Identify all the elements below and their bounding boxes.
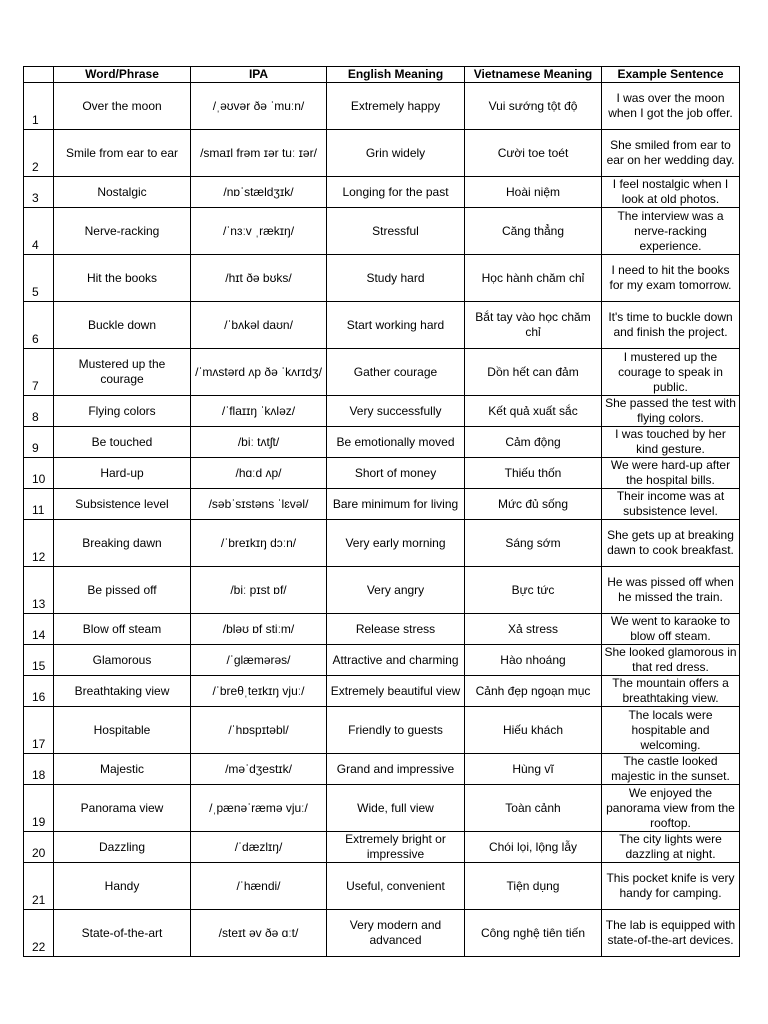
vietnamese-meaning-cell: Học hành chăm chỉ: [465, 255, 602, 302]
ipa-cell: /ˈnɜːv ˌrækɪŋ/: [191, 208, 327, 255]
header-vietnamese-meaning: Vietnamese Meaning: [465, 67, 602, 83]
row-number: 6: [24, 302, 54, 349]
table-row: [24, 83, 740, 130]
header-word-phrase: Word/Phrase: [54, 67, 191, 83]
english-meaning-cell: Attractive and charming: [327, 645, 465, 676]
vietnamese-meaning-cell: Mức đủ sống: [465, 489, 602, 520]
example-sentence-cell: She passed the test with flying colors.: [602, 396, 740, 427]
english-meaning-cell: Very modern and advanced: [327, 910, 465, 957]
table-row: [24, 910, 740, 957]
header-english-meaning: English Meaning: [327, 67, 465, 83]
word-phrase-cell: Hospitable: [54, 707, 191, 754]
row-number: 19: [24, 785, 54, 832]
row-number: 7: [24, 349, 54, 396]
english-meaning-cell: Very successfully: [327, 396, 465, 427]
row-number: 4: [24, 208, 54, 255]
table-row: [24, 707, 740, 754]
english-meaning-cell: Grin widely: [327, 130, 465, 177]
vietnamese-meaning-cell: Cảnh đẹp ngoạn mục: [465, 676, 602, 707]
table-row: [24, 785, 740, 832]
example-sentence-cell: I mustered up the courage to speak in public.: [602, 349, 740, 396]
table-row: [24, 130, 740, 177]
example-sentence-cell: I was touched by her kind gesture.: [602, 427, 740, 458]
vietnamese-meaning-cell: Hùng vĩ: [465, 754, 602, 785]
english-meaning-cell: Short of money: [327, 458, 465, 489]
row-number: 20: [24, 832, 54, 863]
example-sentence-cell: The locals were hospitable and welcoming.: [602, 707, 740, 754]
ipa-cell: /ˈdæzlɪŋ/: [191, 832, 327, 863]
english-meaning-cell: Useful, convenient: [327, 863, 465, 910]
vietnamese-meaning-cell: Bắt tay vào học chăm chỉ: [465, 302, 602, 349]
vietnamese-meaning-cell: Tiện dụng: [465, 863, 602, 910]
vietnamese-meaning-cell: Sáng sớm: [465, 520, 602, 567]
vietnamese-meaning-cell: Công nghệ tiên tiến: [465, 910, 602, 957]
vietnamese-meaning-cell: Toàn cảnh: [465, 785, 602, 832]
table-row: [24, 863, 740, 910]
table-row: [24, 567, 740, 614]
example-sentence-cell: The interview was a nerve-racking experience.: [602, 208, 740, 255]
table-row: [24, 302, 740, 349]
vietnamese-meaning-cell: Xả stress: [465, 614, 602, 645]
table-row: [24, 458, 740, 489]
english-meaning-cell: Bare minimum for living: [327, 489, 465, 520]
word-phrase-cell: Over the moon: [54, 83, 191, 130]
example-sentence-cell: We were hard-up after the hospital bills.: [602, 458, 740, 489]
row-number: 15: [24, 645, 54, 676]
example-sentence-cell: He was pissed off when he missed the train.: [602, 567, 740, 614]
word-phrase-cell: Flying colors: [54, 396, 191, 427]
vietnamese-meaning-cell: Cảm động: [465, 427, 602, 458]
example-sentence-cell: Their income was at subsistence level.: [602, 489, 740, 520]
english-meaning-cell: Wide, full view: [327, 785, 465, 832]
table-row: [24, 676, 740, 707]
ipa-cell: /ˈbreɪkɪŋ dɔːn/: [191, 520, 327, 567]
word-phrase-cell: Hit the books: [54, 255, 191, 302]
vietnamese-meaning-cell: Bực tức: [465, 567, 602, 614]
vietnamese-meaning-cell: Hiếu khách: [465, 707, 602, 754]
table-header: [24, 67, 740, 83]
ipa-cell: /hɪt ðə bʊks/: [191, 255, 327, 302]
english-meaning-cell: Extremely bright or impressive: [327, 832, 465, 863]
row-number: 11: [24, 489, 54, 520]
english-meaning-cell: Be emotionally moved: [327, 427, 465, 458]
example-sentence-cell: This pocket knife is very handy for camping.: [602, 863, 740, 910]
ipa-cell: /məˈdʒestɪk/: [191, 754, 327, 785]
table-row: [24, 208, 740, 255]
word-phrase-cell: Blow off steam: [54, 614, 191, 645]
row-number: 14: [24, 614, 54, 645]
word-phrase-cell: Nostalgic: [54, 177, 191, 208]
example-sentence-cell: We enjoyed the panorama view from the rooftop.: [602, 785, 740, 832]
example-sentence-cell: She looked glamorous in that red dress.: [602, 645, 740, 676]
english-meaning-cell: Grand and impressive: [327, 754, 465, 785]
table-row: [24, 177, 740, 208]
vietnamese-meaning-cell: Hào nhoáng: [465, 645, 602, 676]
word-phrase-cell: State-of-the-art: [54, 910, 191, 957]
english-meaning-cell: Study hard: [327, 255, 465, 302]
table-row: [24, 396, 740, 427]
example-sentence-cell: The castle looked majestic in the sunset.: [602, 754, 740, 785]
example-sentence-cell: I was over the moon when I got the job offer.: [602, 83, 740, 130]
example-sentence-cell: We went to karaoke to blow off steam.: [602, 614, 740, 645]
word-phrase-cell: Panorama view: [54, 785, 191, 832]
word-phrase-cell: Subsistence level: [54, 489, 191, 520]
ipa-cell: /ˌəʊvər ðə ˈmuːn/: [191, 83, 327, 130]
vietnamese-meaning-cell: Cười toe toét: [465, 130, 602, 177]
word-phrase-cell: Buckle down: [54, 302, 191, 349]
ipa-cell: /ˌpænəˈræmə vjuː/: [191, 785, 327, 832]
english-meaning-cell: Very early morning: [327, 520, 465, 567]
table-row: [24, 832, 740, 863]
ipa-cell: /səbˈsɪstəns ˈlɛvəl/: [191, 489, 327, 520]
header-ipa: IPA: [191, 67, 327, 83]
table-body: [24, 83, 740, 957]
example-sentence-cell: She gets up at breaking dawn to cook breakfast.: [602, 520, 740, 567]
word-phrase-cell: Smile from ear to ear: [54, 130, 191, 177]
row-number: 16: [24, 676, 54, 707]
vietnamese-meaning-cell: Dồn hết can đảm: [465, 349, 602, 396]
word-phrase-cell: Handy: [54, 863, 191, 910]
vietnamese-meaning-cell: Căng thẳng: [465, 208, 602, 255]
table-row: [24, 255, 740, 302]
row-number: 2: [24, 130, 54, 177]
example-sentence-cell: She smiled from ear to ear on her wedding day.: [602, 130, 740, 177]
english-meaning-cell: Gather courage: [327, 349, 465, 396]
table-row: [24, 520, 740, 567]
table-row: [24, 349, 740, 396]
ipa-cell: /hɑːd ʌp/: [191, 458, 327, 489]
word-phrase-cell: Nerve-racking: [54, 208, 191, 255]
row-number: 5: [24, 255, 54, 302]
row-number: 12: [24, 520, 54, 567]
english-meaning-cell: Release stress: [327, 614, 465, 645]
example-sentence-cell: It's time to buckle down and finish the project.: [602, 302, 740, 349]
row-number: 1: [24, 83, 54, 130]
english-meaning-cell: Friendly to guests: [327, 707, 465, 754]
row-number: 8: [24, 396, 54, 427]
ipa-cell: /ˈmʌstərd ʌp ðə ˈkʌrɪdʒ/: [191, 349, 327, 396]
word-phrase-cell: Be touched: [54, 427, 191, 458]
word-phrase-cell: Mustered up the courage: [54, 349, 191, 396]
ipa-cell: /biː tʌtʃt/: [191, 427, 327, 458]
row-number: 9: [24, 427, 54, 458]
row-number: 13: [24, 567, 54, 614]
row-number: 21: [24, 863, 54, 910]
table-row: [24, 427, 740, 458]
table-row: [24, 489, 740, 520]
row-number: 3: [24, 177, 54, 208]
ipa-cell: /bləʊ ɒf stiːm/: [191, 614, 327, 645]
example-sentence-cell: I need to hit the books for my exam tomorrow.: [602, 255, 740, 302]
header-example-sentence: Example Sentence: [602, 67, 740, 83]
vietnamese-meaning-cell: Hoài niệm: [465, 177, 602, 208]
example-sentence-cell: The mountain offers a breathtaking view.: [602, 676, 740, 707]
row-number: 22: [24, 910, 54, 957]
row-number: 17: [24, 707, 54, 754]
vietnamese-meaning-cell: Vui sướng tột độ: [465, 83, 602, 130]
header-row: [24, 67, 740, 83]
ipa-cell: /ˈhændi/: [191, 863, 327, 910]
table-row: [24, 645, 740, 676]
header-number: [24, 67, 54, 83]
english-meaning-cell: Extremely happy: [327, 83, 465, 130]
row-number: 18: [24, 754, 54, 785]
english-meaning-cell: Longing for the past: [327, 177, 465, 208]
vietnamese-meaning-cell: Thiếu thốn: [465, 458, 602, 489]
example-sentence-cell: I feel nostalgic when I look at old photos.: [602, 177, 740, 208]
vocabulary-table: [23, 66, 740, 957]
word-phrase-cell: Be pissed off: [54, 567, 191, 614]
word-phrase-cell: Breathtaking view: [54, 676, 191, 707]
table-row: [24, 754, 740, 785]
word-phrase-cell: Glamorous: [54, 645, 191, 676]
english-meaning-cell: Start working hard: [327, 302, 465, 349]
example-sentence-cell: The city lights were dazzling at night.: [602, 832, 740, 863]
ipa-cell: /nɒˈstældʒɪk/: [191, 177, 327, 208]
vietnamese-meaning-cell: Kết quả xuất sắc: [465, 396, 602, 427]
row-number: 10: [24, 458, 54, 489]
table-row: [24, 614, 740, 645]
ipa-cell: /biː pɪst ɒf/: [191, 567, 327, 614]
vietnamese-meaning-cell: Chói lọi, lộng lẫy: [465, 832, 602, 863]
word-phrase-cell: Majestic: [54, 754, 191, 785]
ipa-cell: /smaɪl frəm ɪər tuː ɪər/: [191, 130, 327, 177]
ipa-cell: /ˈflaɪɪŋ ˈkʌləz/: [191, 396, 327, 427]
english-meaning-cell: Stressful: [327, 208, 465, 255]
word-phrase-cell: Hard-up: [54, 458, 191, 489]
ipa-cell: /ˈhɒspɪtəbl/: [191, 707, 327, 754]
english-meaning-cell: Extremely beautiful view: [327, 676, 465, 707]
ipa-cell: /ˈbʌkəl daʊn/: [191, 302, 327, 349]
ipa-cell: /ˈɡlæmərəs/: [191, 645, 327, 676]
ipa-cell: /ˈbreθˌteɪkɪŋ vjuː/: [191, 676, 327, 707]
ipa-cell: /steɪt əv ðə ɑːt/: [191, 910, 327, 957]
word-phrase-cell: Dazzling: [54, 832, 191, 863]
word-phrase-cell: Breaking dawn: [54, 520, 191, 567]
english-meaning-cell: Very angry: [327, 567, 465, 614]
example-sentence-cell: The lab is equipped with state-of-the-art devices.: [602, 910, 740, 957]
